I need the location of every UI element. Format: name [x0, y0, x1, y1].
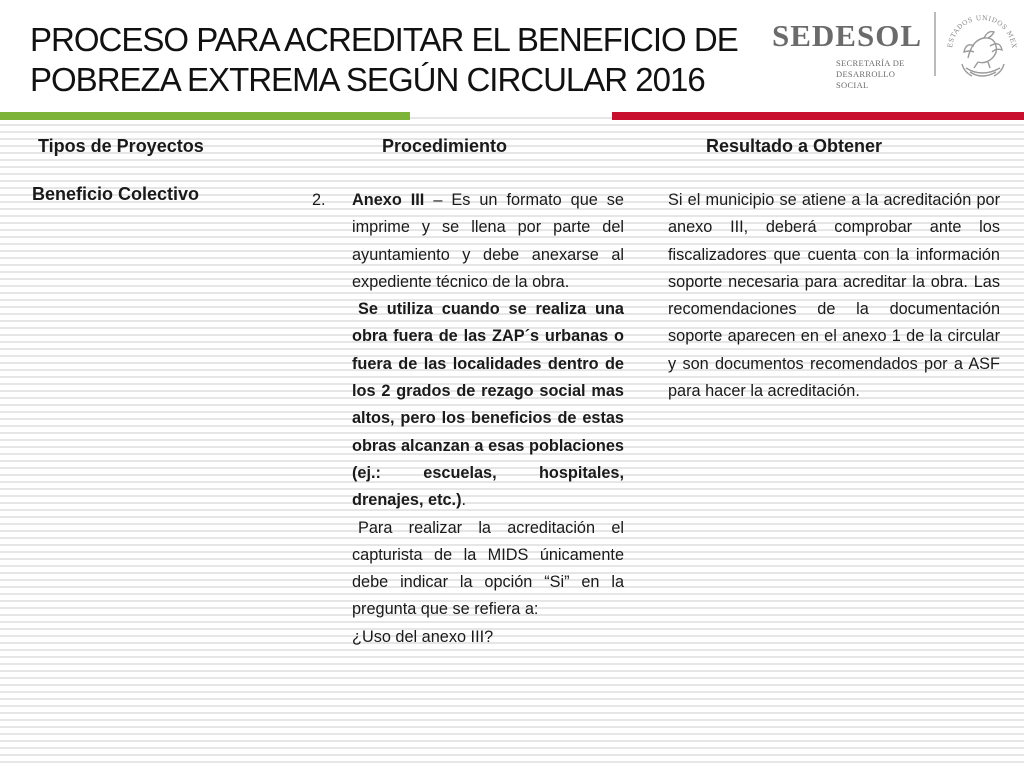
slide-title-line2: POBREZA EXTREMA SEGÚN CIRCULAR 2016 — [30, 61, 705, 98]
accent-bar-green — [0, 112, 410, 120]
slide-header — [0, 0, 1024, 112]
column-header-procedimiento: Procedimiento — [382, 136, 508, 156]
uso-text-bold: Se utiliza cuando se realiza una obra fuera de las ZAP´s urbanas o fuera de las localidades dentro de los 2 grados de rezago social mas altos, pero los beneficios de estas obras alcanzan a esas poblaciones (ej.: escuelas, hospitales, drenajes, etc.) — [352, 300, 624, 510]
procedimiento-text — [312, 187, 624, 651]
sedesol-logo-name: SEDESOL — [772, 18, 923, 53]
tipo-value: Beneficio Colectivo — [32, 184, 200, 204]
logo-divider — [934, 12, 936, 76]
column-header-resultado: Resultado a Obtener — [706, 136, 883, 156]
column-header-tipos: Tipos de Proyectos — [38, 136, 204, 156]
svg-text:ESTADOS UNIDOS MEXICANOS — [944, 6, 1018, 49]
sedesol-logo-subtitle-line1: SECRETARÍA DE — [836, 58, 905, 68]
anexo-description: – Es un formato que se imprime y se llena por parte del ayuntamiento y debe anexarse al expediente técnico de la obra. — [352, 191, 624, 291]
slide-title — [30, 20, 750, 100]
uso-paragraph — [312, 296, 624, 514]
resultado-text: Si el municipio se atiene a la acreditación por anexo III, deberá comprobar ante los fiscalizadores que cuenta con la información soporte necesaria para acreditar la obra. Las recomendaciones de la documentación soporte aparecen en el anexo 1 de la circular y son documentos recomendados por a ASF para hacer la acreditación. — [668, 191, 1000, 401]
uso-text-end: . — [461, 491, 467, 510]
seal-text: ESTADOS UNIDOS MEX — [946, 13, 1019, 50]
accent-bar-red — [612, 112, 1024, 120]
pregunta-text: ¿Uso del anexo III? — [352, 627, 494, 646]
sedesol-logo-subtitle — [836, 58, 926, 91]
mexican-seal-icon — [944, 6, 1020, 86]
anexo-label: Anexo III — [352, 191, 425, 209]
procedimiento-item — [312, 187, 624, 296]
captura-paragraph: Para realizar la acreditación el capturista de la MIDS únicamente debe indicar la opción “Si” en la pregunta que se refiera a: — [352, 518, 624, 619]
sedesol-logo-subtitle-line2: DESARROLLO SOCIAL — [836, 69, 896, 90]
procedimiento-item-number: 2. — [312, 191, 326, 209]
slide-title-line1: PROCESO PARA ACREDITAR EL BENEFICIO DE — [30, 21, 738, 58]
sedesol-logo — [772, 18, 923, 90]
